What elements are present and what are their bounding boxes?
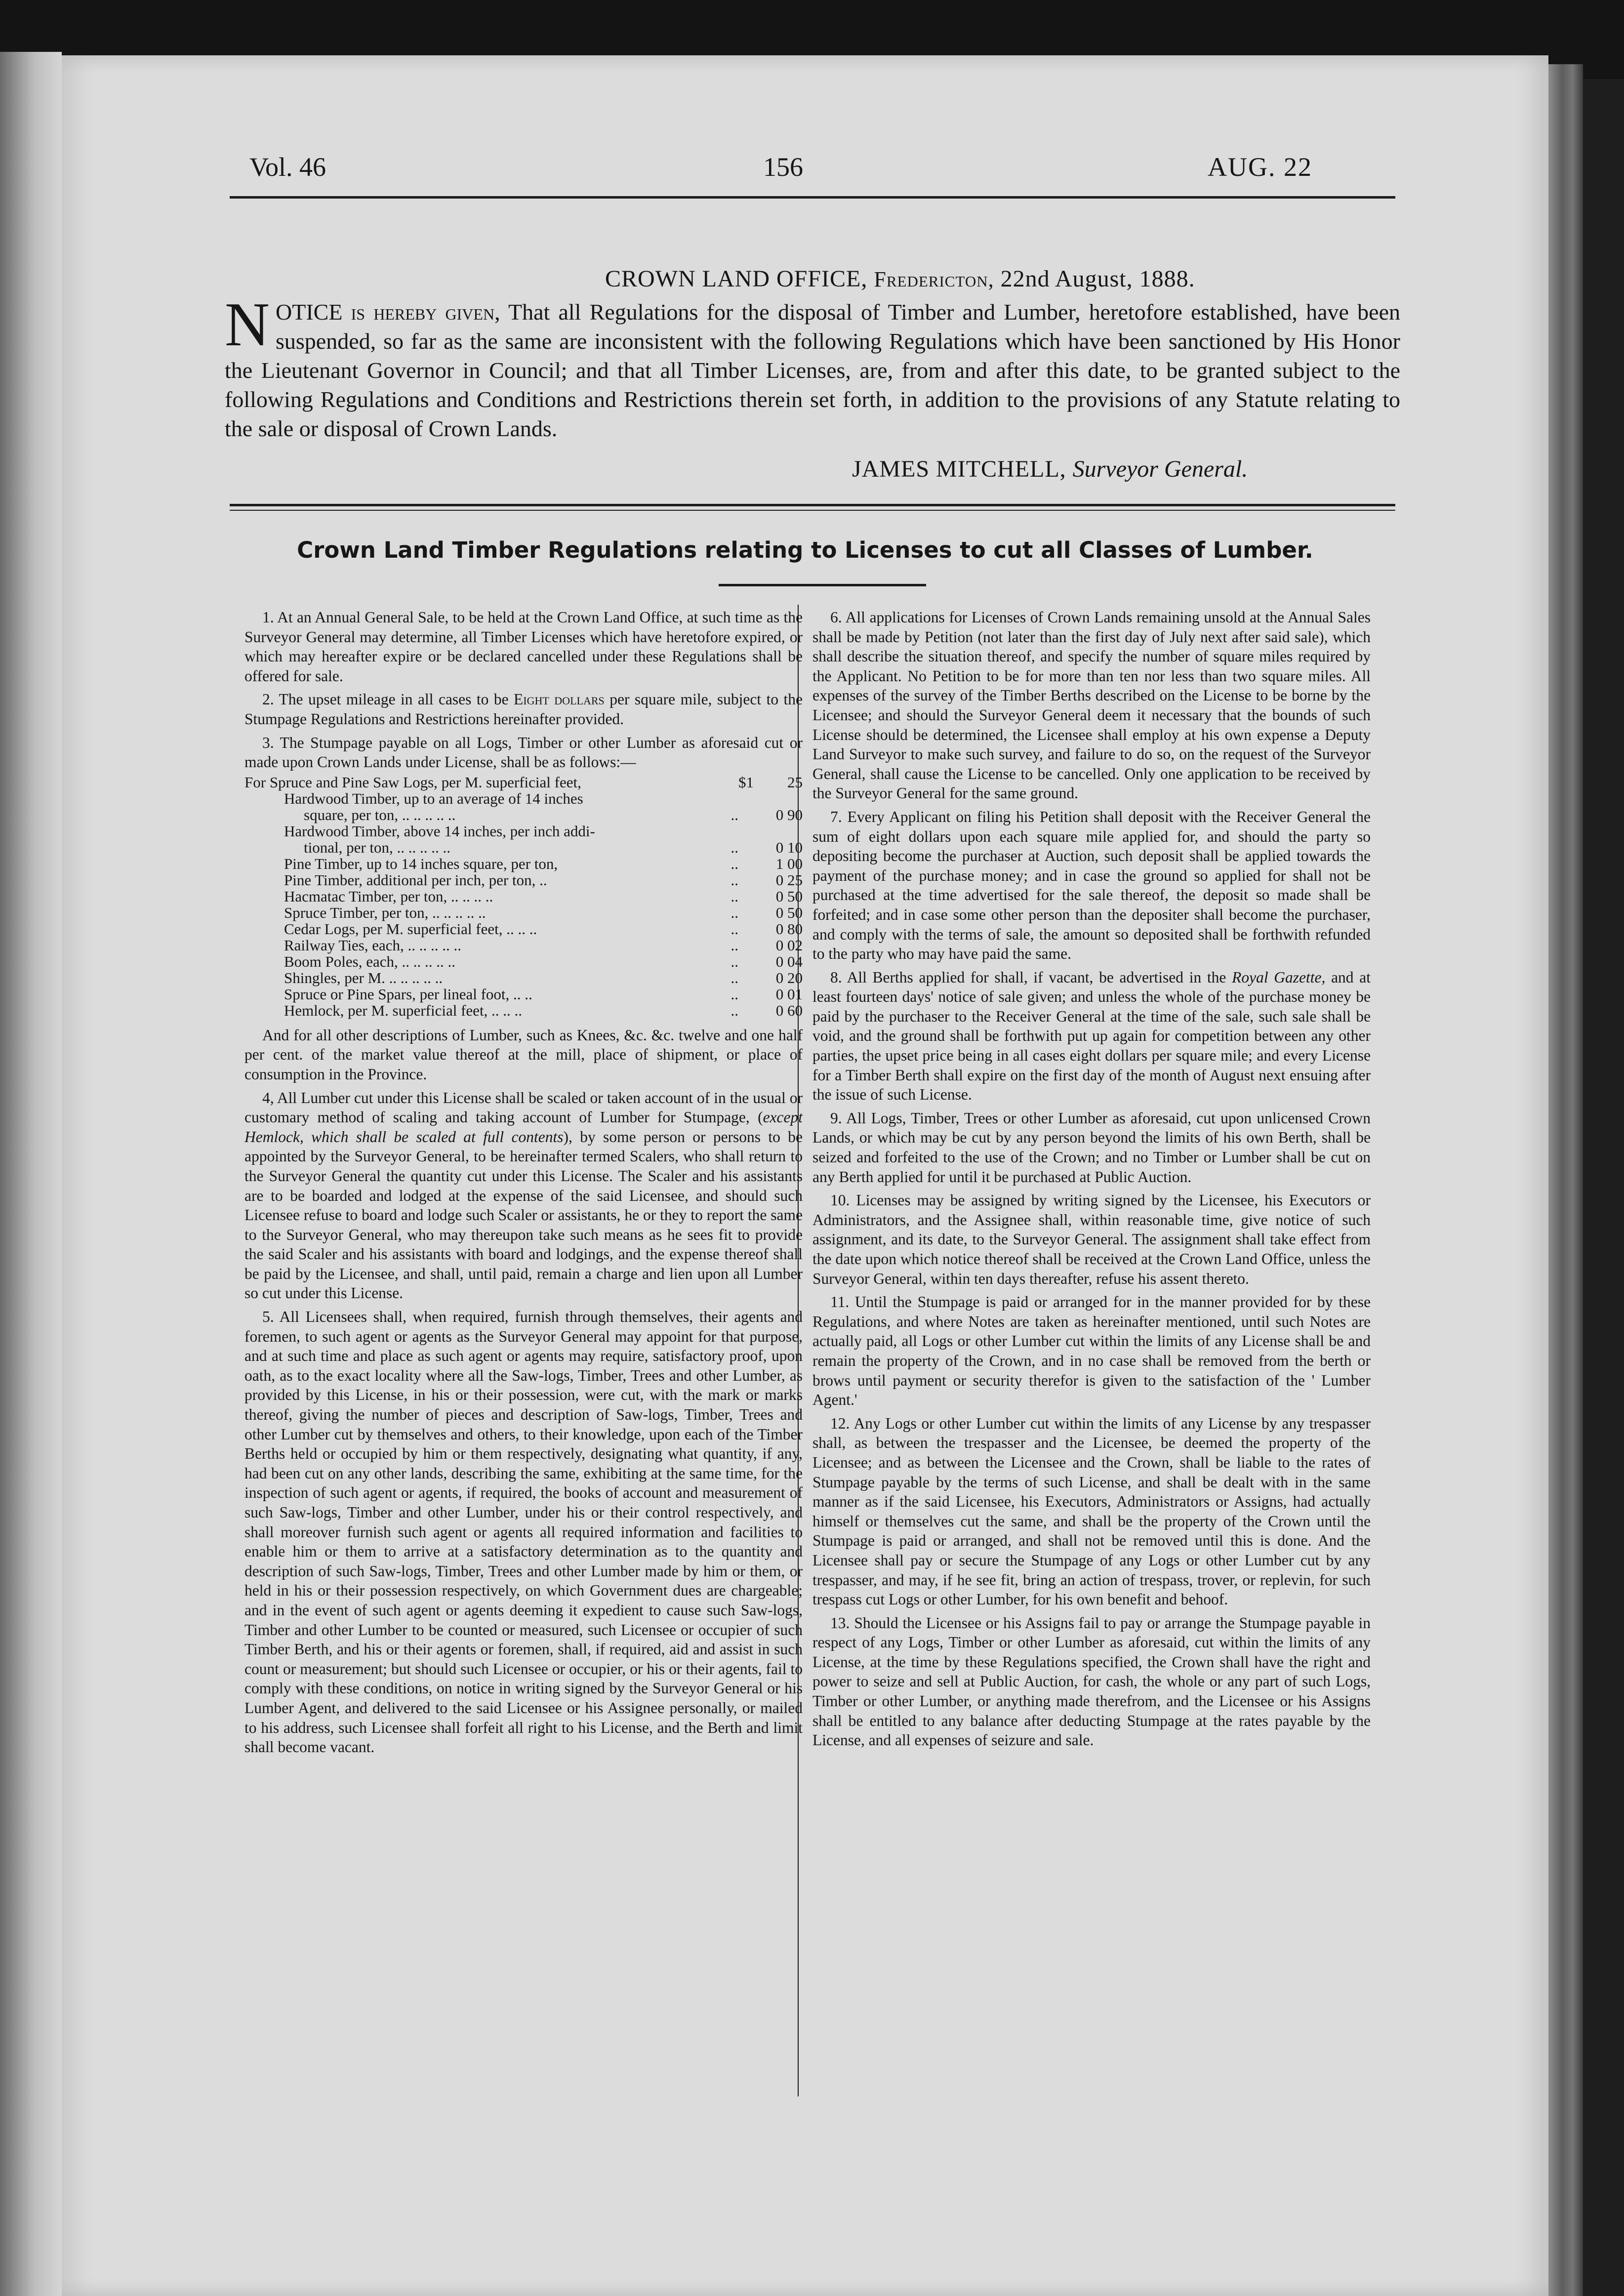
header-rule <box>230 196 1395 199</box>
drop-cap: N <box>225 290 270 359</box>
stumpage-rate: 0 01 <box>775 985 803 1003</box>
stumpage-leader: .. <box>731 871 738 889</box>
stumpage-leader: .. <box>731 855 738 873</box>
stumpage-item: Shingles, per M. .. .. .. .. .. <box>284 969 443 987</box>
running-header <box>62 152 1548 191</box>
stumpage-item: Spruce Timber, per ton, .. .. .. .. .. <box>284 904 486 922</box>
stumpage-item: Cedar Logs, per M. superficial feet, .. .. .. <box>284 920 537 938</box>
regulation-2: 2. The upset mileage in all cases to be Eight dollars per square mile, subject to the Stumpage Regulations and Restrictions hereinafter provided. <box>244 691 803 728</box>
stumpage-rate: 0 25 <box>775 871 803 889</box>
stumpage-leader: .. <box>731 985 738 1003</box>
regulation-7: 7. Every Applicant on filing his Petition shall deposit with the Receiver General the sum of eight dollars upon each square mile applied for, and should the party so depositing become the purchaser at Auction, such deposit shall be applied towards the payment of the purchase money; and in case the ground so applied for shall not be purchased at the time advertised for the sale thereof, the deposit so made shall be forfeited; and in case some other person than the depositer shall become the purchaser, and comply with the terms of sale, the amount so deposited shall be forthwith refunded to the party who may have paid the same. <box>812 808 1371 963</box>
regulation-5: 5. All Licensees shall, when required, furnish through themselves, their agents and foremen, to such agent or agents as the Surveyor General may appoint for that purpose, and at such time and place as such agent or agents may require, satisfactory proof, upon oath, as to the exact locality where all the Saw-logs, Timber, Trees and other Lumber, as provided by this License, in his or their possession, were cut, with the mark or marks thereof, giving the number of pieces and description of Saw-logs, Timber, Trees and other Lumber cut by themselves and others, to their knowledge, upon each of the Timber Berths held or occupied by him or them respectively, designating what quantity, if any, had been cut on any other lands, describing the same, exhibiting at the same time, for the inspection of such agent or agents, if required, the books of account and measurement of such Saw-logs, Timber and other Lumber, under his or their control respectively, and shall moreover furnish such agent or agents all required information and facilities to enable him or them to arrive at a satisfactory determination as to the quantity and description of such Saw-logs, Timber, Trees and other Lumber made by him or them, or held in his or their possession respectively, on which Government dues are chargeable; and in the event of such agent or agents deeming it expedient to cause such Saw-logs, Timber and other Lumber to be counted or measured, such Licensee or occupier of such Timber Berth, and his or their agents or foremen, shall, if required, aid and assist in such count or measurement; but should such Licensee or occupier, or his or their agents, fail to comply with these conditions, on notice in writing signed by the Surveyor General or his Lumber Agent, and delivered to the said Licensee or his Assignee personally, or mailed to his address, such Licensee shall forfeit all right to his License, and the Berth and limit shall become vacant. <box>244 1308 803 1756</box>
stumpage-row <box>244 1004 803 1021</box>
office-dateline <box>605 265 1195 292</box>
scan-background <box>1583 79 1624 2296</box>
stumpage-leader: .. <box>731 904 738 922</box>
stumpage-leader: .. <box>731 888 738 905</box>
stumpage-item: For Spruce and Pine Saw Logs, per M. superficial feet, <box>244 774 581 791</box>
stumpage-rate: 0 90 <box>775 806 803 824</box>
regulation-6: 6. All applications for Licenses of Crown Lands remaining unsold at the Annual Sales shall be made by Petition (not later than the first day of July next after said sale), which shall describe the situation thereof, and specify the number of square miles required by the Applicant. No Petition to be for more than ten nor less than two square miles. All expenses of the survey of the Timber Berths described on the License to be borne by the Licensee; and should the Surveyor General deem it necessary that the bounds of such License should be determined, the Licensee shall employ at his own expense a Deputy Land Surveyor to make such survey, and failure to do so, on the request of the Surveyor General, shall cause the License to be cancelled. Only one application to be received by the Surveyor General for the same ground. <box>812 609 1371 802</box>
stumpage-leader: .. <box>731 1002 738 1020</box>
stumpage-item: Hemlock, per M. superficial feet, .. .. .. <box>284 1002 523 1020</box>
stumpage-rate: 0 50 <box>775 888 803 905</box>
stumpage-item: Pine Timber, up to 14 inches square, per ton, <box>284 855 558 873</box>
regulation-8: 8. All Berths applied for shall, if vacant, be advertised in the Royal Gazette, and at least fourteen days' notice of sale given; and unless the whole of the purchase money be paid by the purchaser to the Receiver General at the time of the sale, such sale shall be void, and the ground shall be forthwith put up again for competition between any other parties, the upset price being in all cases eight dollars per square mile; and every License for a Timber Berth shall expire on the first day of the month of August next ensuing after the issue of such License. <box>812 968 1371 1104</box>
regulation-11: 11. Until the Stumpage is paid or arranged for in the manner provided for by these Regulations, and where Notes are taken as hereinafter mentioned, until such Notes are actually paid, all Logs or other Lumber cut within the limits of any License shall be and remain the property of the Crown, and in no case shall be removed from the berth or brows until payment or security therefor is given to the satisfaction of the ' Lumber Agent.' <box>812 1293 1371 1409</box>
regulation-10: 10. Licenses may be assigned by writing signed by the Licensee, his Executors or Administrators, and the Assignee shall, within reasonable time, give notice of such assignment, and its date, to the Surveyor General. The assignment shall take effect from the date upon which notice thereof shall be received at the Crown Land Office, unless the Surveyor General, within ten days thereafter, refuse his assent thereto. <box>812 1191 1371 1287</box>
right-column <box>812 608 1371 1754</box>
stumpage-rate: 0 50 <box>775 904 803 922</box>
office-date: 22nd August, 1888. <box>1000 266 1195 292</box>
regulations-title: Crown Land Timber Regulations relating to Licenses to cut all Classes of Lumber. <box>297 537 1313 563</box>
stumpage-leader: .. <box>731 806 738 824</box>
stumpage-item: tional, per ton, .. .. .. .. .. <box>304 839 451 857</box>
notice-paragraph <box>225 290 1400 443</box>
page-number: 156 <box>763 152 803 182</box>
stumpage-item: Hardwood Timber, above 14 inches, per inch addi- <box>284 822 595 840</box>
regulation-3: 3. The Stumpage payable on all Logs, Timber or other Lumber as aforesaid cut or made upon Crown Lands under License, shall be as follows:— <box>244 734 803 771</box>
regulation-13: 13. Should the Licensee or his Assigns fail to pay or arrange the Stumpage payable in respect of any Logs, Timber or other Lumber as aforesaid, cut within the limits of any License, at the time by these Regulations specified, the Crown shall have the right and power to seize and sell at Public Auction, for cash, the whole or any part of such Logs, Timber or other Lumber, or anything made therefrom, and the Licensee or his Assigns shall be entitled to any balance after deducting Stumpage at the rates payable by the License, and all expenses of seizure and sale. <box>812 1614 1371 1749</box>
stumpage-item: Railway Ties, each, .. .. .. .. .. <box>284 937 462 954</box>
office-name: CROWN LAND OFFICE, <box>605 266 868 292</box>
regulation-3-other: And for all other descriptions of Lumber, such as Knees, &c. &c. twelve and one half per cent. of the market value thereof at the mill, place of shipment, or place of consumption in the Province. <box>244 1026 803 1083</box>
signature-title: Surveyor General. <box>1072 456 1248 482</box>
regulation-1: 1. At an Annual General Sale, to be held at the Crown Land Office, at such time as the Surveyor General may determine, all Timber Licenses which have heretofore expired, or which may hereafter expire or be declared cancelled under these Regulations shall be offered for sale. <box>244 609 803 685</box>
stumpage-item: Spruce or Pine Spars, per lineal foot, .. .. <box>284 985 532 1003</box>
regulation-12: 12. Any Logs or other Lumber cut within the limits of any License by any trespasser shall, as between the trespasser and the Licensee, be deemed the property of the Licensee; and as between the Licensee and the Crown, shall be liable to the rates of Stumpage payable by the terms of such License, and shall be dealt with in the same manner as if the said Licensee, his Executors, Administrators or Assigns, had actually himself or themselves cut the same, and shall be the property of the Crown until the Stumpage is paid or arranged, and shall not be removed until this is done. And the Licensee shall pay or secure the Stumpage of any Logs or other Lumber cut by any trespasser, and may, if he see fit, bring an action of trespass, trover, or replevin, for such trespass cut Logs or other Lumber, for his own benefit and behoof. <box>812 1414 1371 1608</box>
left-column <box>244 608 803 1761</box>
stumpage-table <box>244 776 803 1021</box>
stumpage-item: Pine Timber, additional per inch, per ton, .. <box>284 871 547 889</box>
stumpage-leader: .. <box>731 937 738 954</box>
stumpage-rate: 0 04 <box>775 953 803 971</box>
stumpage-rate: 0 10 <box>775 839 803 857</box>
stumpage-rate: 0 80 <box>775 920 803 938</box>
signature-name: JAMES MITCHELL, <box>852 456 1066 482</box>
stumpage-rate: 1 00 <box>775 855 803 873</box>
page-stack-edge <box>1548 64 1583 2296</box>
stumpage-item: Hacmatac Timber, per ton, .. .. .. .. <box>284 888 493 905</box>
signature <box>852 455 1248 483</box>
section-rule-lower <box>230 510 1395 511</box>
stumpage-rate: 0 02 <box>775 937 803 954</box>
regulation-9: 9. All Logs, Timber, Trees or other Lumber as aforesaid, cut upon unlicensed Crown Lands, or which may be cut by any person beyond the limits of his own Berth, shall be seized and forfeited to the use of the Crown; and no Timber or Lumber shall be cut on any Berth applied for until it be purchased at Public Auction. <box>812 1109 1371 1186</box>
notice-text: That all Regulations for the disposal of Timber and Lumber, heretofore established, have been suspended, so far as the same are inconsistent with the following Regulations which have been sanctioned by His Honor the Lieutenant Governor in Council; and that all Timber Licenses, are, from and after this date, to be granted subject to the following Regulations and Conditions and Restrictions therein set forth, in addition to the provisions of any Statute relating to the sale or disposal of Crown Lands. <box>225 299 1400 441</box>
notice-lead: OTICE is hereby given, <box>276 299 500 325</box>
stumpage-rate: 0 20 <box>775 969 803 987</box>
stumpage-item: Boom Poles, each, .. .. .. .. .. <box>284 953 455 971</box>
stumpage-leader: .. <box>731 953 738 971</box>
stumpage-rate: 25 <box>787 774 803 791</box>
stumpage-leader: .. <box>731 920 738 938</box>
facing-page-edge <box>0 52 62 2296</box>
title-underline <box>719 584 926 586</box>
stumpage-currency: $1 <box>738 774 754 791</box>
office-place: Fredericton, <box>874 267 994 291</box>
header-date: AUG. 22 <box>1208 152 1312 182</box>
stumpage-item: Hardwood Timber, up to an average of 14 inches <box>284 790 583 808</box>
section-rule-upper <box>230 504 1395 506</box>
stumpage-rate: 0 60 <box>775 1002 803 1020</box>
regulation-4: 4, All Lumber cut under this License shall be scaled or taken account of in the usual or customary method of scaling and taking account of Lumber for Stumpage, (except Hemlock, which shall be scaled at full contents), by some person or persons to be appointed by the Surveyor General, to be hereinafter termed Scalers, who shall return to the Surveyor General the quantity cut under this License. The Scaler and his assistants are to be boarded and lodged at the expense of the said Licensee, and should such Licensee refuse to board and lodge such Scaler or assistants, he or they to report the same to the Surveyor General, who may thereupon take such means as he sees fit to provide the said Scaler and his assistants with board and lodgings, and the expense thereof shall be paid by the Licensee, and shall, until paid, remain a charge and lien upon all Lumber so cut under this License. <box>244 1089 803 1302</box>
volume-label: Vol. 46 <box>249 152 326 182</box>
stumpage-leader: .. <box>731 969 738 987</box>
gazette-page <box>62 55 1548 2296</box>
stumpage-item: square, per ton, .. .. .. .. .. <box>304 806 456 824</box>
stumpage-leader: .. <box>731 839 738 857</box>
